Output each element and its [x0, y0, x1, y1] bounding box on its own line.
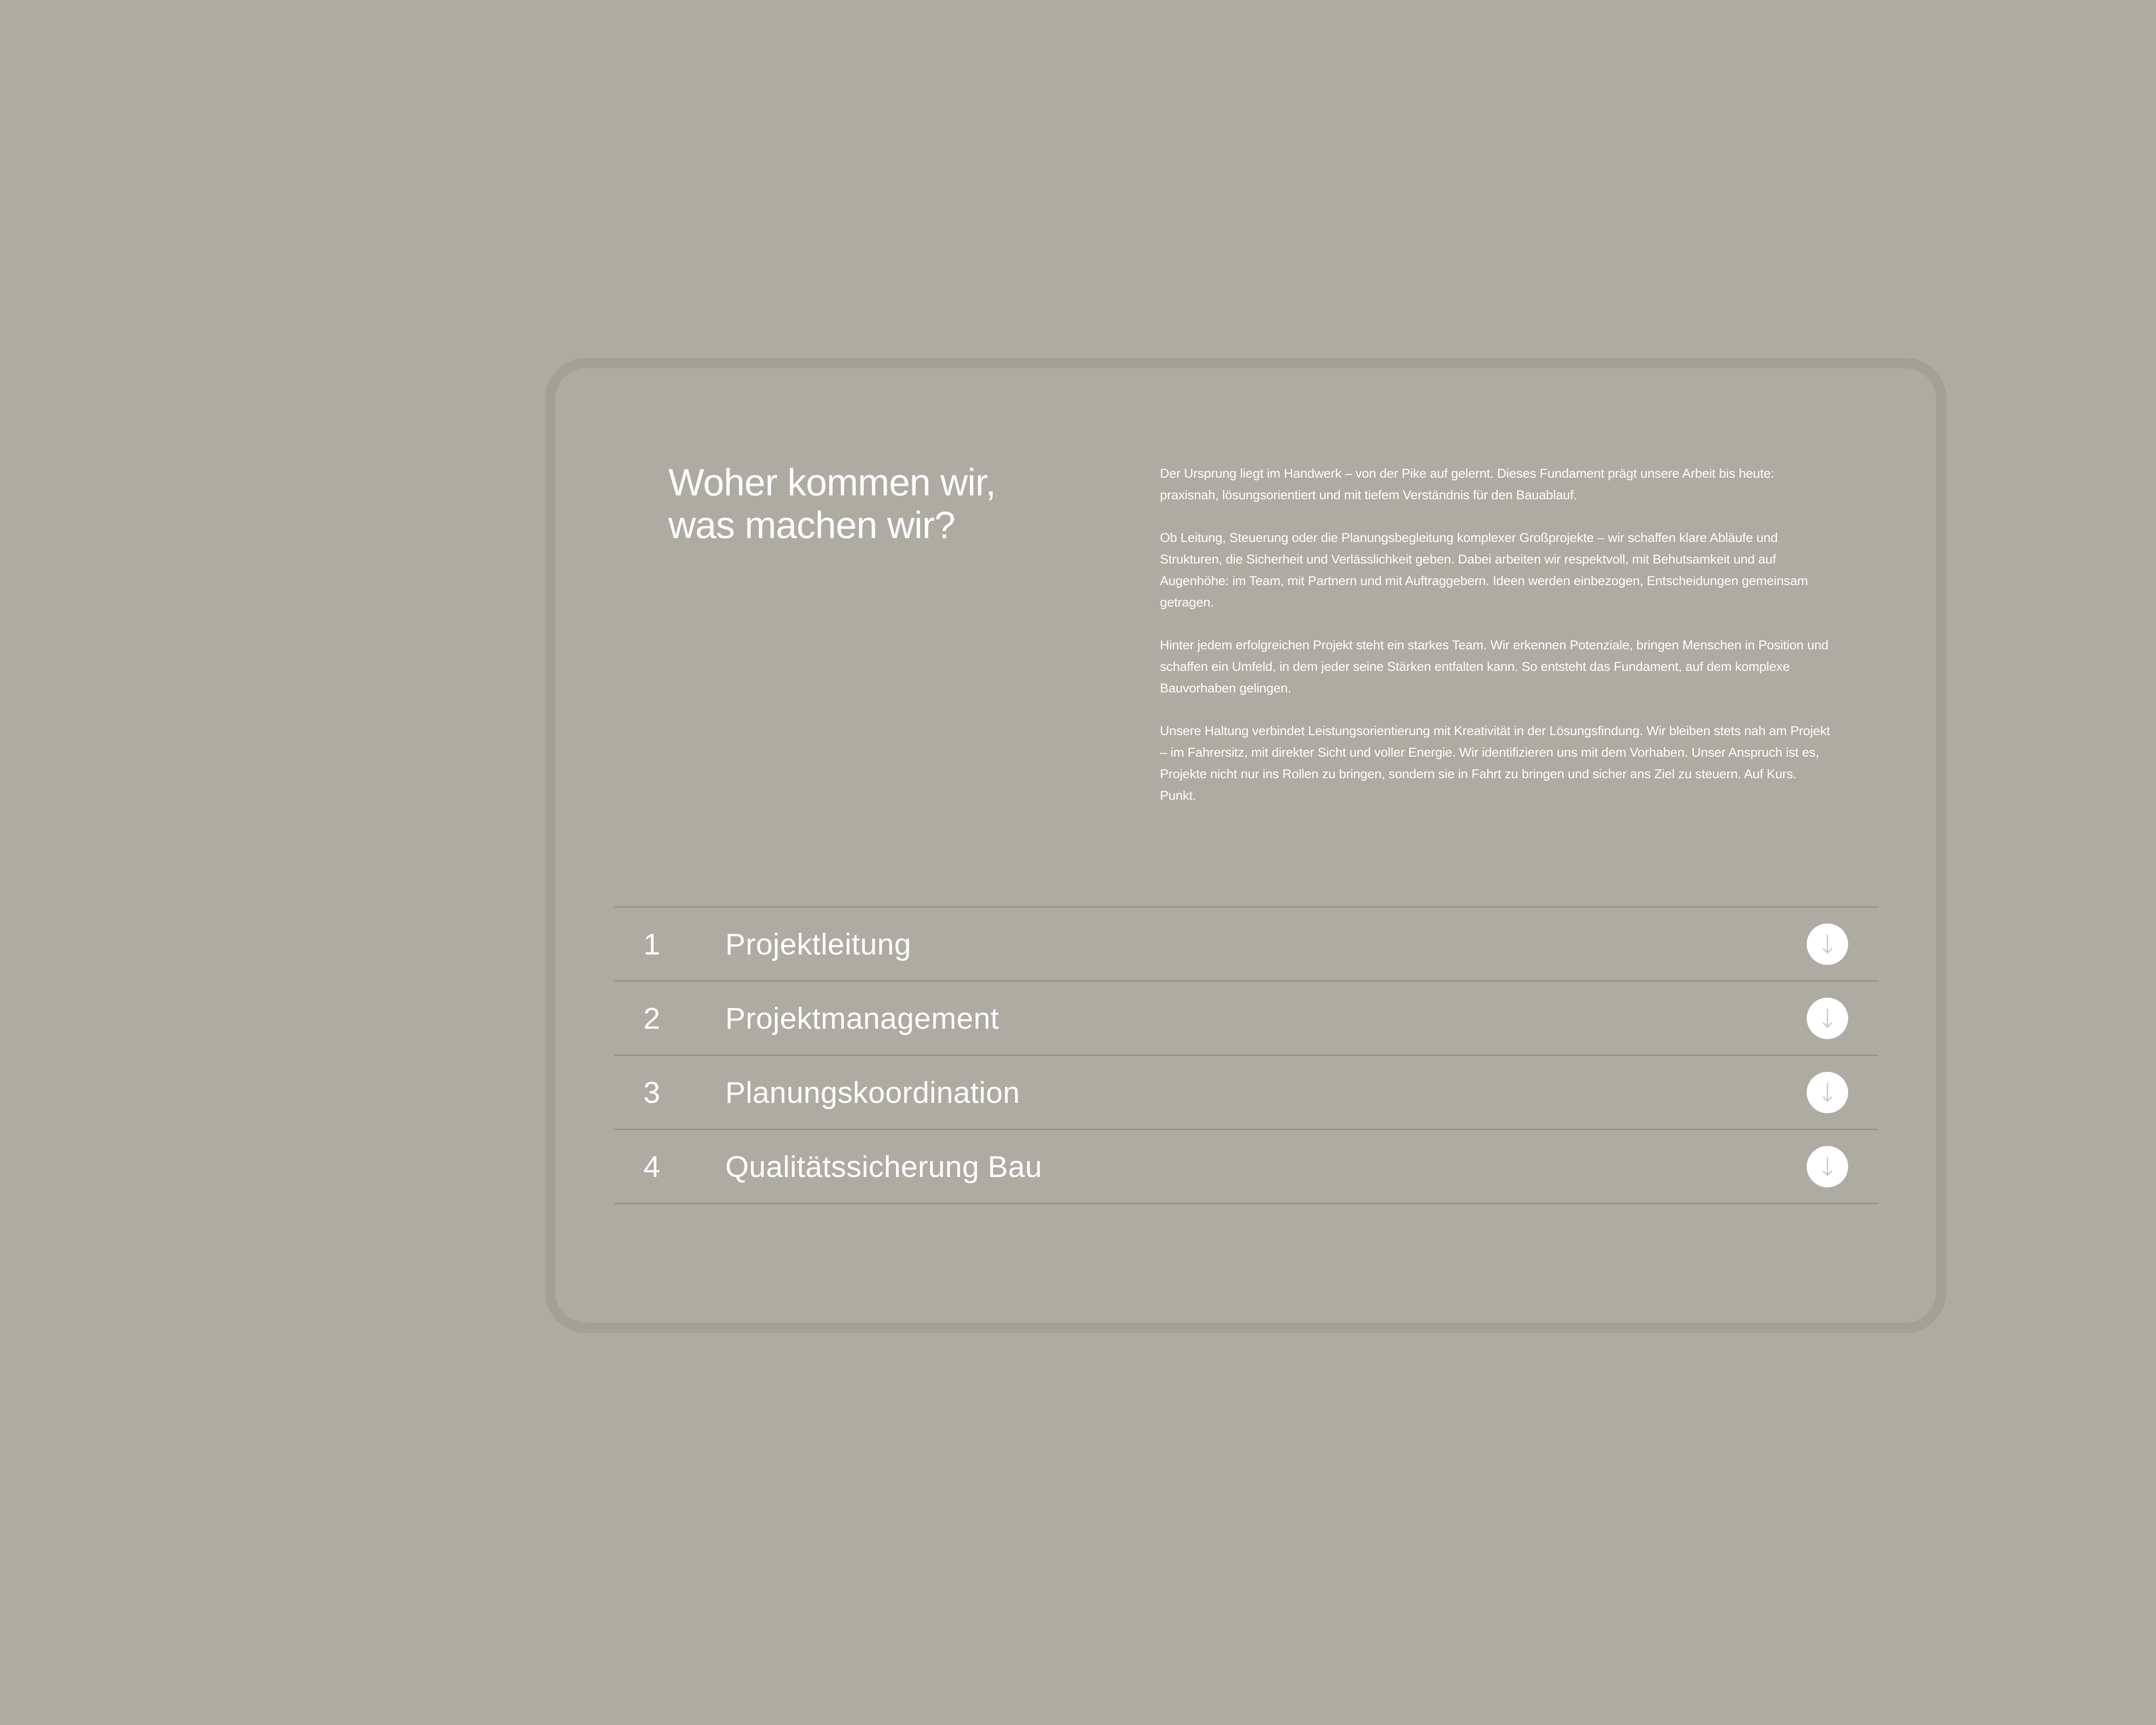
- expand-button[interactable]: [1807, 1146, 1848, 1187]
- intro-paragraph-3: Hinter jedem erfolgreichen Projekt steht ein starkes Team. Wir erkennen Potenziale, bringen Menschen in Position und schaffen ein Umfeld, in dem jeder seine Stärken entfalten kann. So entsteht das Fundament, auf dem komplexe Bauvorhaben gelingen.: [1160, 638, 1829, 695]
- service-number: 3: [643, 1075, 660, 1109]
- arrow-down-icon: [1819, 1080, 1836, 1105]
- service-row-projektmanagement[interactable]: [614, 982, 1878, 1056]
- service-label: Projektmanagement: [725, 1001, 999, 1035]
- intro-paragraph-4: Unsere Haltung verbindet Leistungsorientierung mit Kreativität in der Lösungsfindung. Wir bleiben stets nah am Projekt – im Fahrersitz, mit direkter Sicht und voller Energie. Wir identifizieren uns mit dem Vorhaben. Unser Anspruch ist es, Projekte nicht nur ins Rollen zu bringen, sondern sie in Fahrt zu bringen und sicher ans Ziel zu steuern. Auf Kurs. Punkt.: [1160, 724, 1830, 803]
- service-row-projektleitung[interactable]: [614, 908, 1878, 982]
- service-number: 1: [643, 927, 660, 961]
- intro-paragraph-2: Ob Leitung, Steuerung oder die Planungsbegleitung komplexer Großprojekte – wir schaffen klare Abläufe und Strukturen, die Sicherheit und Verlässlichkeit geben. Dabei arbeiten wir respektvoll, mit Behutsamkeit und auf Augenhöhe: im Team, mit Partnern und mit Auftraggebern. Ideen werden einbezogen, Entscheidungen gemeinsam getragen.: [1160, 531, 1808, 610]
- service-number: 4: [643, 1149, 660, 1183]
- expand-button[interactable]: [1807, 998, 1848, 1039]
- section-heading: [668, 461, 1100, 546]
- expand-button[interactable]: [1807, 924, 1848, 965]
- arrow-down-icon: [1819, 1006, 1836, 1030]
- service-number: 2: [643, 1001, 660, 1035]
- service-label: Qualitätssicherung Bau: [725, 1149, 1042, 1183]
- services-accordion: [614, 906, 1878, 1204]
- service-row-qualitaetssicherung-bau[interactable]: [614, 1130, 1878, 1204]
- intro-paragraph-1: Der Ursprung liegt im Handwerk – von der Pike auf gelernt. Dieses Fundament prägt unsere Arbeit bis heute: praxisnah, lösungsorientiert und mit tiefem Verständnis für den Bauablauf.: [1160, 466, 1774, 502]
- intro-text: [1160, 463, 1833, 828]
- arrow-down-icon: [1819, 932, 1836, 956]
- section-heading-line-2: was machen wir?: [668, 503, 955, 546]
- service-label: Planungskoordination: [725, 1075, 1020, 1109]
- service-label: Projektleitung: [725, 927, 912, 961]
- arrow-down-icon: [1819, 1155, 1836, 1179]
- service-row-planungskoordination[interactable]: [614, 1056, 1878, 1130]
- expand-button[interactable]: [1807, 1072, 1848, 1113]
- section-heading-line-1: Woher kommen wir,: [668, 461, 996, 504]
